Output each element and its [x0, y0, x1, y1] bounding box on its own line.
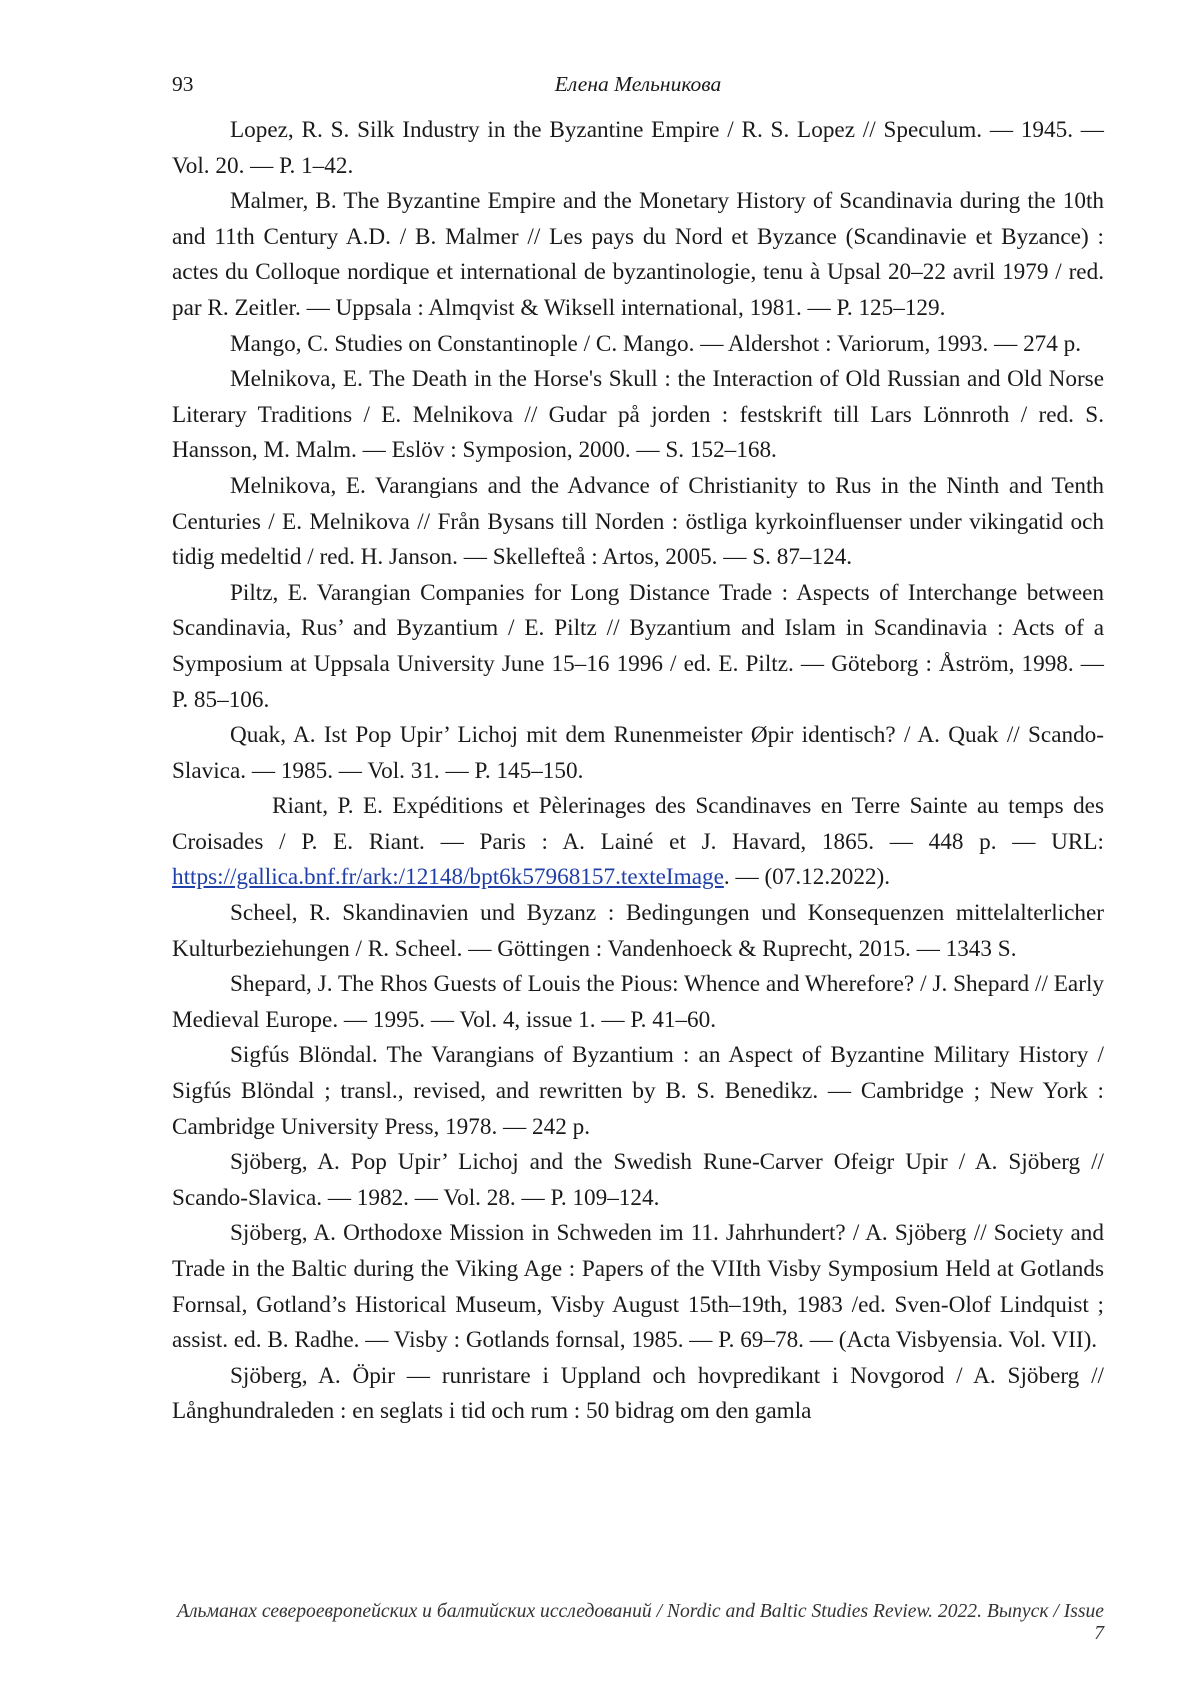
reference-entry-lopez: Lopez, R. S. Silk Industry in the Byzantine Empire / R. S. Lopez // Speculum. — 1945. — Vol. 20. — P. 1–42. [172, 113, 1104, 184]
reference-entry-quak: Quak, A. Ist Pop Upir’ Lichoj mit dem Runenmeister Øpir identisch? / A. Quak // Scando-Slavica. — 1985. — Vol. 31. — P. 145–150. [172, 718, 1104, 789]
reference-list [172, 113, 1104, 1430]
reference-riant-url-link[interactable]: https://gallica.bnf.fr/ark:/12148/bpt6k57968157.texteImage [172, 864, 724, 890]
document-page [0, 0, 1200, 1697]
reference-entry-sjoberg-opir: Sjöberg, A. Öpir — runristare i Uppland och hovpredikant i Novgorod / A. Sjöberg // Långhundraleden : en seglats i tid och rum : 50 bidrag om den gamla [172, 1359, 1104, 1430]
reference-entry-malmer: Malmer, B. The Byzantine Empire and the Monetary History of Scandinavia during the 10th and 11th Century A.D. / B. Malmer // Les pays du Nord et Byzance (Scandinavie et Byzance) : actes du Colloque nordique et international de byzantinologie, tenu à Upsal 20–22 avril 1979 / red. par R. Zeitler. — Uppsala : Almqvist & Wiksell international, 1981. — P. 125–129. [172, 184, 1104, 326]
reference-entry-sjoberg-1982: Sjöberg, A. Pop Upir’ Lichoj and the Swedish Rune-Carver Ofeigr Upir / A. Sjöberg // Scando-Slavica. — 1982. — Vol. 28. — P. 109–124. [172, 1145, 1104, 1216]
reference-entry-mango: Mango, C. Studies on Constantinople / C. Mango. — Aldershot : Variorum, 1993. — 274 p. [172, 327, 1104, 363]
page-header [172, 72, 1104, 106]
reference-entry-shepard: Shepard, J. The Rhos Guests of Louis the Pious: Whence and Wherefore? / J. Shepard // Early Medieval Europe. — 1995. — Vol. 4, issue 1. — P. 41–60. [172, 967, 1104, 1038]
reference-entry-sjoberg-1985: Sjöberg, A. Orthodoxe Mission in Schweden im 11. Jahrhundert? / A. Sjöberg // Society and Trade in the Baltic during the Viking Age : Papers of the VIIth Visby Symposium Held at Gotlands Fornsal, Gotland’s Historical Museum, Visby August 15th–19th, 1983 /ed. Sven-Olof Lindquist ; assist. ed. B. Radhe. — Visby : Gotlands fornsal, 1985. — P. 69–78. — (Acta Visbyensia. Vol. VII). [172, 1216, 1104, 1358]
reference-entry-blondal: Sigfús Blöndal. The Varangians of Byzantium : an Aspect of Byzantine Military History / Sigfús Blöndal ; transl., revised, and rewritten by B. S. Benedikz. — Cambridge ; New York : Cambridge University Press, 1978. — 242 p. [172, 1038, 1104, 1145]
reference-entry-piltz: Piltz, E. Varangian Companies for Long Distance Trade : Aspects of Interchange between Scandinavia, Rus’ and Byzantium / E. Piltz // Byzantium and Islam in Scandinavia : Acts of a Symposium at Uppsala University June 15–16 1996 / ed. E. Piltz. — Göteborg : Åström, 1998. — P. 85–106. [172, 576, 1104, 718]
reference-riant-access-date: . — (07.12.2022). [724, 864, 890, 890]
reference-riant-text: Riant, P. E. Expéditions et Pèlerinages des Scandinaves en Terre Sainte au temps des Croisades / P. E. Riant. — Paris : A. Lainé et J. Havard, 1865. — 448 p. — URL: [172, 793, 1104, 855]
reference-entry-scheel: Scheel, R. Skandinavien und Byzanz : Bedingungen und Konsequenzen mittelalterlicher Kulturbeziehungen / R. Scheel. — Göttingen : Vandenhoeck & Ruprecht, 2015. — 1343 S. [172, 896, 1104, 967]
page-number: 93 [172, 72, 194, 97]
reference-entry-melnikova-2005: Melnikova, E. Varangians and the Advance of Christianity to Rus in the Ninth and Tenth Centuries / E. Melnikova // Från Bysans till Norden : östliga kyrkoinfluenser under vikingatid och tidig medeltid / red. H. Janson. — Skellefteå : Artos, 2005. — S. 87–124. [172, 469, 1104, 576]
reference-entry-melnikova-2000: Melnikova, E. The Death in the Horse's Skull : the Interaction of Old Russian and Old Norse Literary Traditions / E. Melnikova // Gudar på jorden : festskrift till Lars Lönnroth / red. S. Hansson, M. Malm. — Eslöv : Symposion, 2000. — S. 152–168. [172, 362, 1104, 469]
running-head-author: Елена Мельникова [172, 72, 1104, 97]
reference-entry-riant [172, 789, 1104, 896]
page-footer-journal-title: Альманах североевропейских и балтийских исследований / Nordic and Baltic Studies Review. 2022. Выпуск / Issue 7 [172, 1601, 1104, 1645]
